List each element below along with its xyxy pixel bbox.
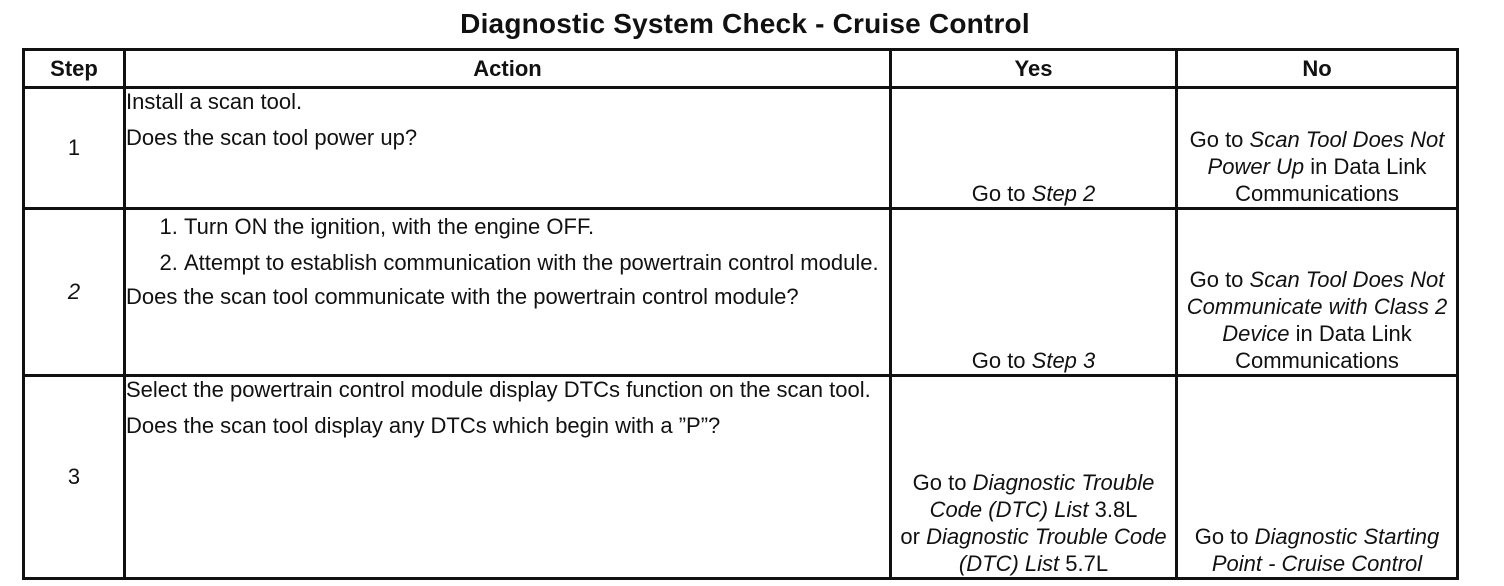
action-question: Does the scan tool communicate with the powertrain control module?: [126, 284, 799, 309]
yes-dtc-list-link-1[interactable]: Diagnostic Trouble Code (DTC) List: [929, 470, 1155, 522]
no-procedure-link[interactable]: Scan Tool Does Not Power Up: [1207, 127, 1445, 179]
step-number: 1: [24, 88, 125, 209]
yes-dtc-list-link-2[interactable]: Diagnostic Trouble Code (DTC) List: [926, 524, 1167, 576]
no-suffix: in Data Link Communications: [1235, 154, 1427, 206]
yes-engine-value-2: 5.7L: [1059, 551, 1109, 576]
yes-cell: [891, 88, 1177, 209]
table-row-step-2: [24, 209, 1458, 376]
yes-prefix: Go to: [971, 348, 1032, 373]
no-cell: [1177, 209, 1458, 376]
no-prefix: Go to: [1189, 267, 1250, 292]
action-step-list: [126, 214, 889, 276]
action-question: Does the scan tool display any DTCs which begin with a ”P”?: [126, 413, 721, 438]
table-header-row: [24, 50, 1458, 88]
step-number: 3: [24, 376, 125, 579]
yes-engine-value-1: 3.8L: [1088, 497, 1138, 522]
header-yes: Yes: [891, 50, 1177, 88]
header-step: Step: [24, 50, 125, 88]
step-number: 2: [24, 209, 125, 376]
diagnostic-table: [22, 48, 1459, 580]
action-question: Does the scan tool power up?: [126, 125, 418, 150]
table-row-step-3: [24, 376, 1458, 579]
action-instruction: Select the powertrain control module display DTCs function on the scan tool.: [126, 377, 871, 402]
no-prefix: Go to: [1189, 127, 1250, 152]
no-procedure-link[interactable]: Diagnostic Starting Point - Cruise Control: [1211, 524, 1440, 576]
no-procedure-link[interactable]: Scan Tool Does Not Communicate with Class 2 Device: [1186, 267, 1448, 346]
action-list-item: 1. Turn ON the ignition, with the engine OFF.: [184, 214, 889, 240]
action-list-item: 2. Attempt to establish communication with the powertrain control module.: [184, 250, 889, 276]
action-cell: [125, 88, 891, 209]
action-cell: [125, 209, 891, 376]
no-prefix: Go to: [1194, 524, 1255, 549]
yes-cell: [891, 376, 1177, 579]
yes-prefix: Go to: [912, 470, 973, 495]
table-row-step-1: [24, 88, 1458, 209]
yes-cell: [891, 209, 1177, 376]
header-no: No: [1177, 50, 1458, 88]
action-instruction: Install a scan tool.: [126, 89, 303, 114]
yes-step-link[interactable]: Step 2: [1031, 181, 1096, 206]
no-suffix: in Data Link Communications: [1235, 321, 1412, 373]
no-cell: [1177, 376, 1458, 579]
document-title: Diagnostic System Check - Cruise Control: [460, 8, 1030, 39]
yes-step-link[interactable]: Step 3: [1031, 348, 1096, 373]
yes-or: or: [900, 524, 927, 549]
yes-prefix: Go to: [971, 181, 1032, 206]
no-cell: [1177, 88, 1458, 209]
header-action: Action: [125, 50, 891, 88]
action-cell: [125, 376, 891, 579]
